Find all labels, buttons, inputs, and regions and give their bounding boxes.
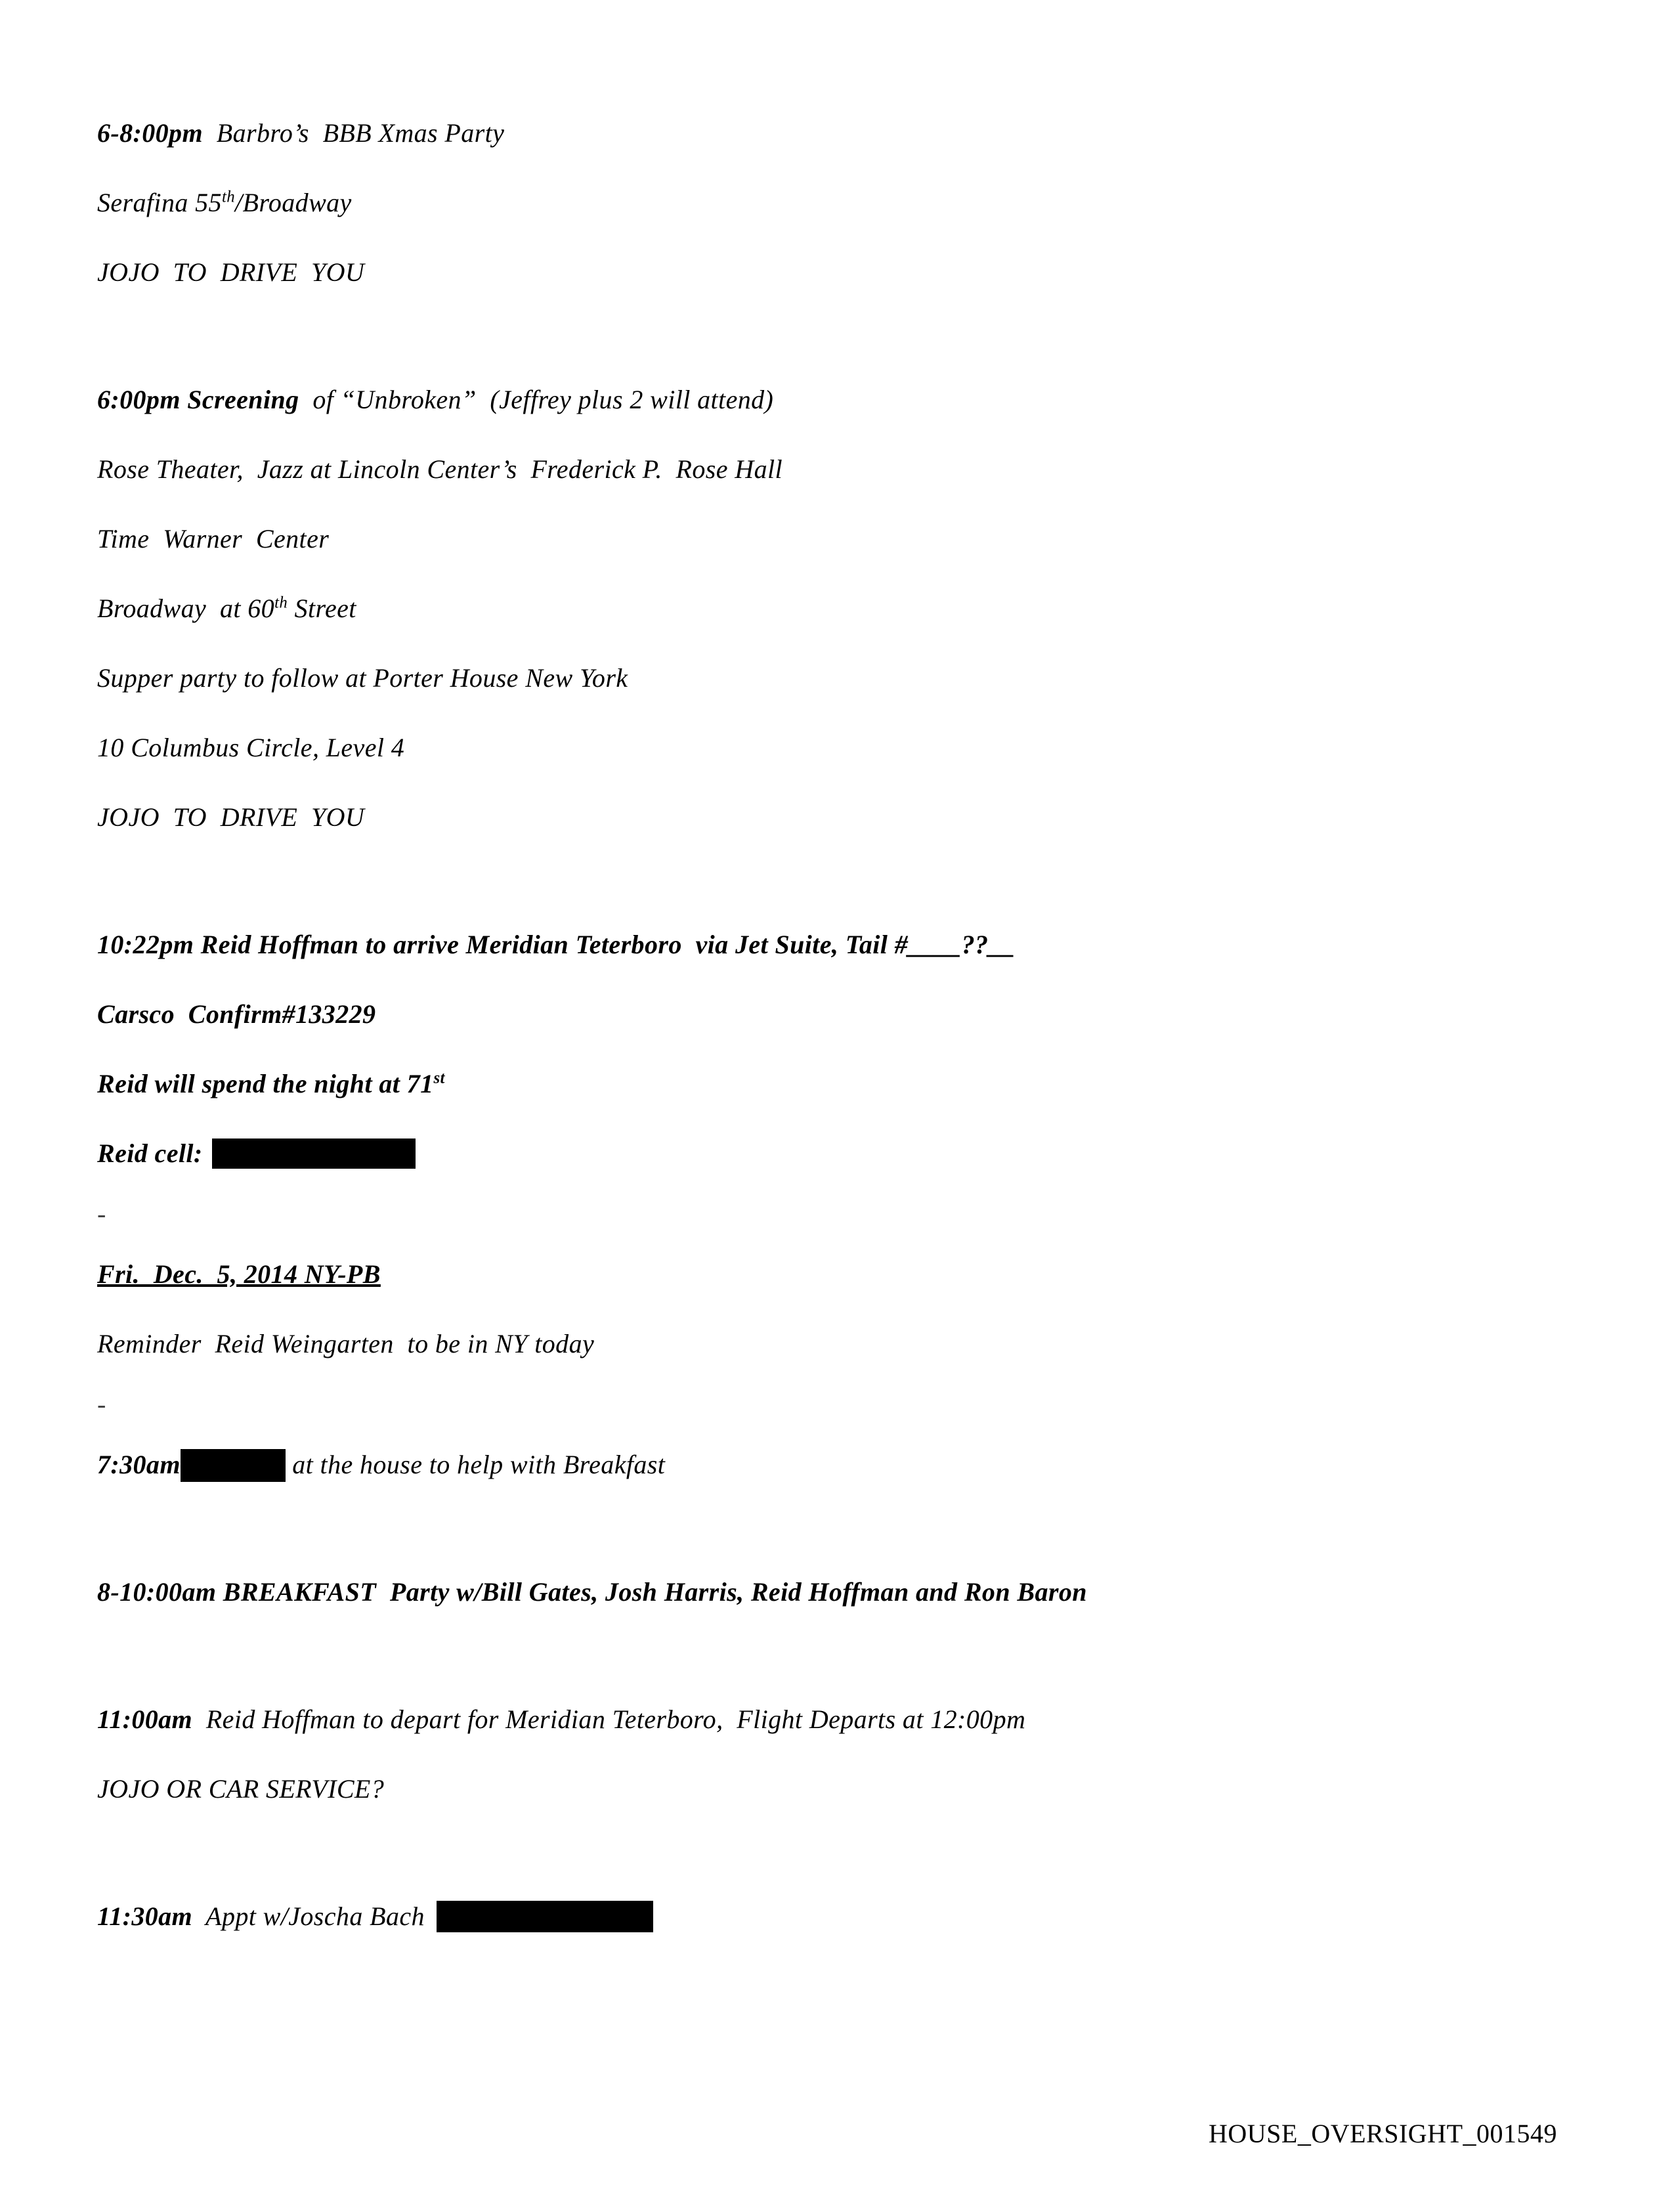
ordinal-suffix: th — [221, 188, 236, 206]
document-line — [97, 643, 1549, 713]
text-run: Supper party to follow at Porter House New York — [97, 663, 628, 693]
document-line — [97, 1557, 1549, 1627]
redaction-block — [181, 1449, 286, 1482]
paragraph-spacer — [97, 1824, 1549, 1882]
text-run: JOJO OR CAR SERVICE? — [97, 1774, 385, 1804]
text-run: Appt w/Joscha Bach — [192, 1901, 425, 1931]
text-run: Serafina 55 — [97, 188, 222, 217]
text-run: Reminder Reid Weingarten to be in NY today — [97, 1329, 595, 1358]
text-run: Rose Theater, Jazz at Lincoln Center’s Frederick P. Rose Hall — [97, 454, 783, 484]
text-run: 6-8:00pm — [97, 118, 203, 148]
document-line — [97, 574, 1549, 643]
document-body — [97, 98, 1549, 1951]
text-run: Reid Hoffman to depart for Meridian Teterboro, Flight Departs at 12:00pm — [192, 1704, 1026, 1734]
text-run: Reid will spend the night at 71 — [97, 1069, 434, 1098]
text-run: Barbro’s BBB Xmas Party — [202, 118, 505, 148]
document-line — [97, 238, 1549, 307]
document-line — [97, 504, 1549, 574]
separator-dash — [97, 1379, 1549, 1430]
text-run: 11:00am — [97, 1704, 193, 1734]
ordinal-suffix: th — [274, 594, 288, 612]
text-run: of “Unbroken” (Jeffrey plus 2 will attend) — [299, 385, 774, 414]
document-line — [97, 1119, 1549, 1188]
redaction-block — [212, 1139, 416, 1169]
bates-stamp: HOUSE_OVERSIGHT_001549 — [1209, 2119, 1557, 2148]
document-line — [97, 435, 1549, 504]
document-line — [97, 1430, 1549, 1500]
text-run: /Broadway — [235, 188, 352, 217]
document-line — [97, 910, 1549, 980]
document-line — [97, 783, 1549, 852]
text-run: Fri. Dec. 5, 2014 NY-PB — [97, 1259, 381, 1289]
document-line — [97, 1882, 1549, 1951]
text-run: Street — [288, 594, 356, 623]
text-run: Reid cell: — [97, 1139, 203, 1168]
text-run: - — [97, 1389, 106, 1419]
paragraph-spacer — [97, 1627, 1549, 1685]
document-line — [97, 365, 1549, 435]
text-run: Time Warner Center — [97, 524, 330, 553]
document-line — [97, 980, 1549, 1049]
text-run: 10:22pm Reid Hoffman to arrive Meridian Teterboro via Jet Suite, Tail #____??__ — [97, 930, 1016, 959]
text-run: Carsco Confirm#133229 — [97, 999, 376, 1029]
document-line — [97, 168, 1549, 238]
text-run: Broadway at 60 — [97, 594, 275, 623]
paragraph-spacer — [97, 307, 1549, 365]
document-line — [97, 713, 1549, 783]
separator-dash — [97, 1188, 1549, 1240]
text-run: 11:30am — [97, 1901, 193, 1931]
text-run: 7:30am — [97, 1450, 181, 1479]
document-line — [97, 1685, 1549, 1754]
text-run: 8-10:00am BREAKFAST Party w/Bill Gates, Josh Harris, Reid Hoffman and Ron Baron — [97, 1577, 1087, 1607]
text-run: at the house to help with Breakfast — [285, 1450, 666, 1479]
text-run: - — [97, 1199, 106, 1228]
paragraph-spacer — [97, 1500, 1549, 1557]
text-run: JOJO TO DRIVE YOU — [97, 257, 365, 287]
text-run: JOJO TO DRIVE YOU — [97, 802, 365, 832]
text-run: 10 Columbus Circle, Level 4 — [97, 733, 405, 762]
text-run: 6:00pm Screening — [97, 385, 299, 414]
redaction-block — [437, 1901, 653, 1932]
document-line — [97, 1754, 1549, 1824]
document-line — [97, 1309, 1549, 1379]
document-line — [97, 1049, 1549, 1119]
document-line — [97, 1240, 1549, 1309]
document-line — [97, 98, 1549, 168]
paragraph-spacer — [97, 852, 1549, 910]
ordinal-suffix: st — [433, 1069, 445, 1087]
